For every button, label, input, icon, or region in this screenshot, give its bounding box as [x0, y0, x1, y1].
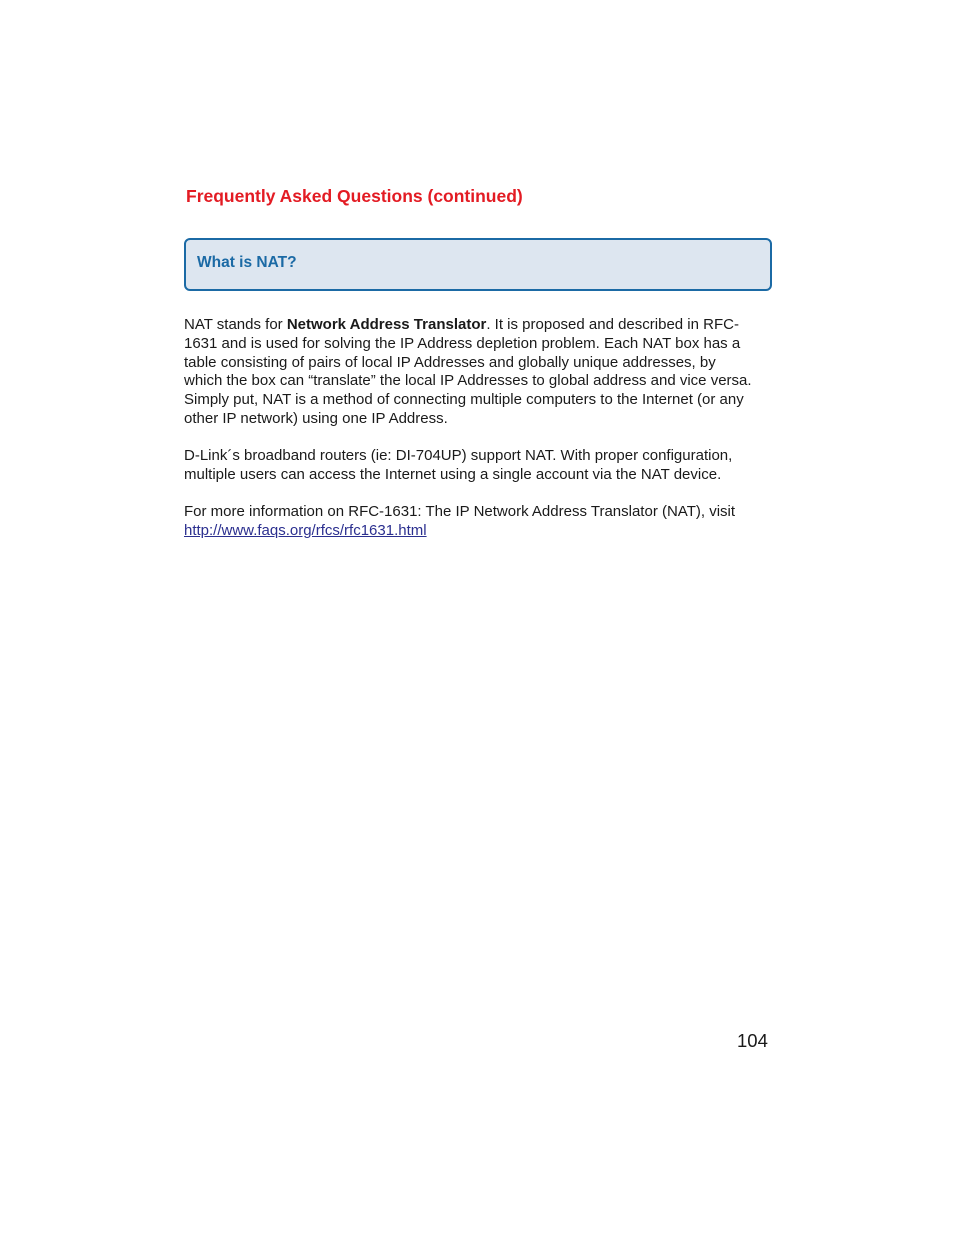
question-title: What is NAT?	[197, 254, 297, 271]
paragraph-line: table consisting of pairs of local IP Addresses and globally unique addresses, by	[184, 353, 716, 371]
paragraph-line: other IP network) using one IP Address.	[184, 409, 448, 427]
bold-term: Network Address Translator	[286, 316, 487, 333]
paragraph-line: For more information on RFC-1631: The IP Network Address Translator (NAT), visit	[184, 503, 736, 520]
paragraph-line: multiple users can access the Internet using a single account via the NAT device.	[184, 465, 722, 483]
paragraph-dlink-support	[184, 447, 774, 485]
paragraph-line	[184, 316, 774, 335]
question-box	[184, 238, 772, 291]
text-segment: . It is proposed and described in RFC-	[486, 316, 739, 333]
paragraph-line: 1631 and is used for solving the IP Address depletion problem. Each NAT box has a	[184, 334, 741, 352]
paragraph-line: Simply put, NAT is a method of connecting multiple computers to the Internet (or any	[184, 391, 744, 409]
section-title: Frequently Asked Questions (continued)	[186, 186, 523, 206]
page-number: 104	[737, 1030, 768, 1051]
paragraph-more-info	[184, 503, 774, 541]
paragraph-line: D-Link´s broadband routers (ie: DI-704UP) support NAT. With proper configuration,	[184, 447, 733, 464]
paragraph-nat-definition	[184, 316, 774, 429]
paragraph-line: which the box can “translate” the local IP Addresses to global address and vice versa.	[184, 372, 752, 390]
link-line	[184, 522, 774, 541]
text-segment: NAT stands for	[184, 316, 287, 333]
rfc1631-link[interactable]: http://www.faqs.org/rfcs/rfc1631.html	[184, 521, 427, 539]
